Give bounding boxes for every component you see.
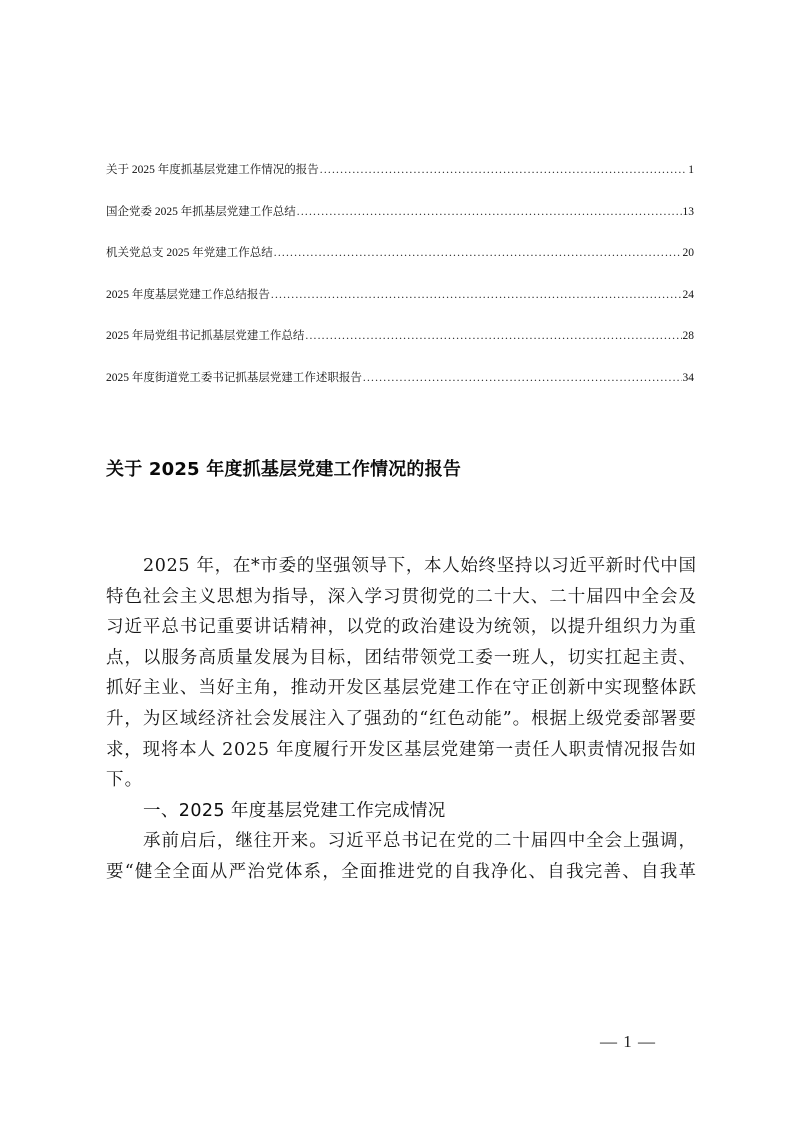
- toc-entry[interactable]: [106, 328, 694, 370]
- body-line: 点，以服务高质量发展为目标，团结带领党工委一班人，切实扛起主责、: [106, 647, 697, 668]
- body-line: 下。: [106, 770, 144, 791]
- toc-entry-title: 2025 年度街道党工委书记抓基层党建工作述职报告: [106, 371, 362, 384]
- toc-dot-leader: [297, 204, 682, 220]
- toc-entry-page: 1: [688, 164, 694, 176]
- body-line: 2025 年，在*市委的坚强领导下，本人始终坚持以习近平新时代中国: [143, 556, 697, 576]
- section-line: 要“健全全面从严治党体系，全面推进党的自我净化、自我完善、自我革: [106, 861, 698, 882]
- body-line: 抓好主业、当好主角，推动开发区基层党建工作在守正创新中实现整体跃: [106, 678, 697, 699]
- toc-entry[interactable]: [106, 162, 694, 204]
- toc-entry-title: 关于 2025 年度抓基层党建工作情况的报告: [106, 164, 319, 176]
- toc-entry[interactable]: [106, 204, 694, 246]
- body-line: 特色社会主义思想为指导，深入学习贯彻党的二十大、二十届四中全会及: [106, 586, 697, 607]
- page-number: — 1 —: [600, 1032, 656, 1051]
- document-body: [106, 551, 696, 888]
- toc-entry-title: 机关党总支 2025 年党建工作总结: [106, 247, 273, 259]
- toc-dot-leader: [320, 162, 688, 178]
- toc-entry[interactable]: [106, 287, 694, 329]
- toc-entry[interactable]: [106, 245, 694, 287]
- toc-entry[interactable]: [106, 370, 694, 412]
- body-line: 习近平总书记重要讲话精神，以党的政治建设为统领，以提升组织力为重: [106, 617, 697, 638]
- toc-dot-leader: [274, 245, 682, 261]
- section-line: 承前启后，继往开来。习近平总书记在党的二十届四中全会上强调，: [143, 831, 697, 852]
- table-of-contents: [106, 162, 694, 411]
- toc-entry-title: 2025 年局党组书记抓基层党建工作总结: [106, 330, 305, 342]
- document-title: 关于 2025 年度抓基层党建工作情况的报告: [106, 459, 462, 480]
- section-heading: 一、2025 年度基层党建工作完成情况: [143, 800, 446, 821]
- toc-dot-leader: [305, 328, 681, 344]
- toc-dot-leader: [363, 370, 682, 386]
- toc-entry-page: 20: [682, 247, 694, 259]
- toc-entry-page: 24: [682, 288, 694, 301]
- toc-entry-title: 国企党委 2025 年抓基层党建工作总结: [106, 205, 296, 218]
- body-line: 求，现将本人 2025 年度履行开发区基层党建第一责任人职责情况报告如: [106, 739, 697, 760]
- toc-entry-page: 28: [682, 330, 694, 342]
- toc-entry-title: 2025 年度基层党建工作总结报告: [106, 288, 270, 301]
- toc-entry-page: 13: [682, 205, 694, 218]
- toc-entry-page: 34: [682, 371, 694, 384]
- body-line: 升，为区域经济社会发展注入了强劲的“红色动能”。根据上级党委部署要: [106, 708, 697, 729]
- toc-dot-leader: [271, 287, 682, 303]
